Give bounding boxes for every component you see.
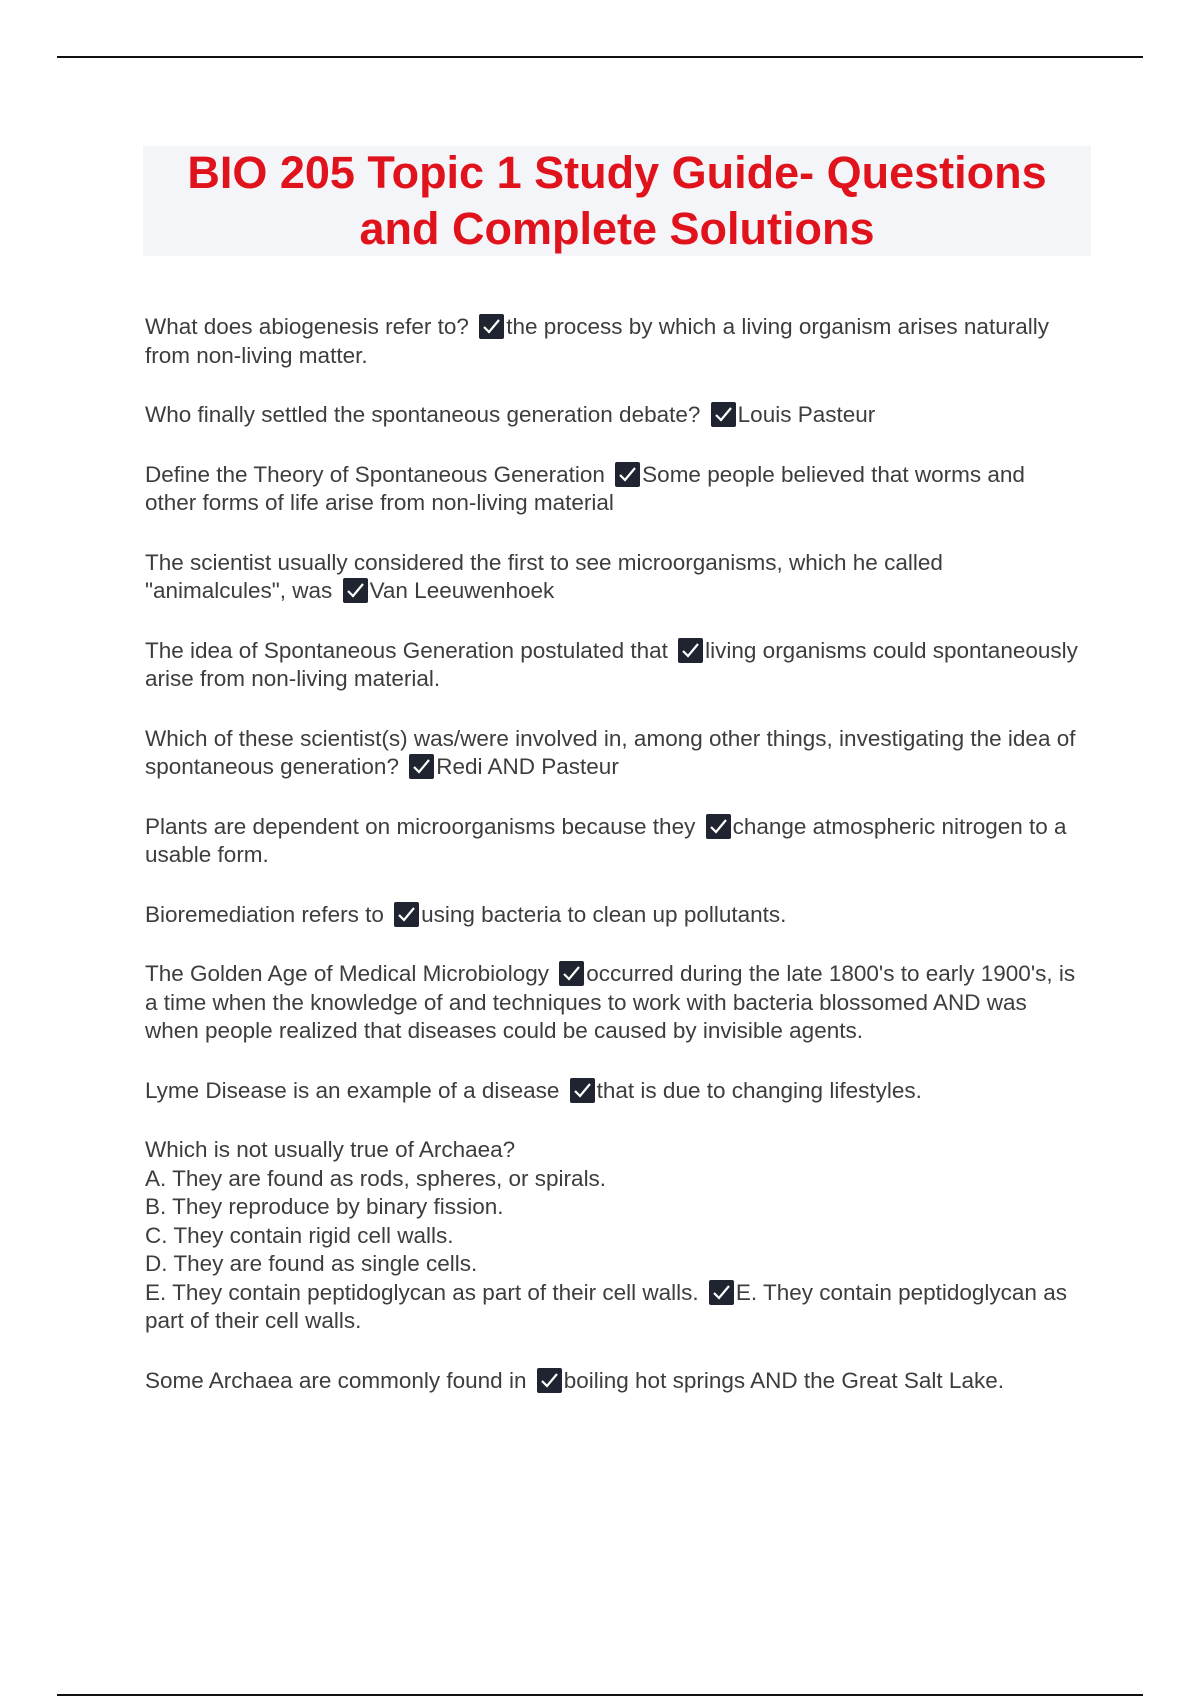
title-line-2: and Complete Solutions xyxy=(359,203,875,254)
qa-item xyxy=(145,813,1080,870)
title-banner xyxy=(143,146,1091,256)
qa-item xyxy=(145,313,1080,370)
question-text: The idea of Spontaneous Generation postulated that xyxy=(145,637,668,663)
question-text: The scientist usually considered the first to see microorganisms, which he called "animalcules", was xyxy=(145,549,943,603)
question-text: Which of these scientist(s) was/were involved in, among other things, investigating the idea of spontaneous generation? xyxy=(145,725,1076,779)
question-text: Some Archaea are commonly found in xyxy=(145,1367,527,1393)
qa-item-archaea xyxy=(145,1136,1080,1336)
page-title xyxy=(187,145,1046,257)
question-text: Define the Theory of Spontaneous Generation xyxy=(145,461,605,487)
option-a: A. They are found as rods, spheres, or spirals. xyxy=(145,1165,607,1191)
question-text: The Golden Age of Medical Microbiology xyxy=(145,961,549,986)
title-line-1: BIO 205 Topic 1 Study Guide- Questions xyxy=(187,147,1047,198)
question-text: Plants are dependent on microorganisms because they xyxy=(145,813,696,839)
answer-text: the process by which a living organism arises naturally from non-living matter. xyxy=(145,314,1049,368)
top-rule xyxy=(57,56,1143,58)
checkmark-icon xyxy=(343,578,368,603)
qa-item xyxy=(145,401,1080,430)
answer-text: change atmospheric nitrogen to a usable form. xyxy=(145,813,1067,867)
qa-item xyxy=(145,637,1080,694)
answer-text: E. They contain peptidoglycan as part of their cell walls. xyxy=(145,1279,1067,1333)
answer-text: Some people believed that worms and other forms of life arise from non-living material xyxy=(145,461,1025,515)
question-text: Which is not usually true of Archaea? xyxy=(145,1137,516,1162)
answer-text: Louis Pasteur xyxy=(737,402,876,427)
answer-text: occurred during the late 1800's to early 1900's, is a time when the knowledge of and techniques to work with bacteria blossomed AND was when people realized that diseases could be caused by invisible agents. xyxy=(145,961,1076,1043)
question-text: Who finally settled the spontaneous generation debate? xyxy=(145,402,701,427)
checkmark-icon xyxy=(559,961,584,986)
answer-text: Redi AND Pasteur xyxy=(436,754,619,779)
qa-item xyxy=(145,1077,1080,1106)
checkmark-icon xyxy=(394,902,419,927)
qa-list xyxy=(145,313,1080,1426)
checkmark-icon xyxy=(570,1078,595,1103)
question-text: Lyme Disease is an example of a disease xyxy=(145,1077,560,1103)
question-text: Bioremediation refers to xyxy=(145,901,384,927)
checkmark-icon xyxy=(709,1280,734,1305)
qa-item xyxy=(145,725,1080,782)
answer-text: living organisms could spontaneously arise from non-living material. xyxy=(145,637,1078,691)
answer-text: using bacteria to clean up pollutants. xyxy=(421,901,787,927)
checkmark-icon xyxy=(479,314,504,339)
qa-item xyxy=(145,960,1080,1046)
qa-item xyxy=(145,461,1080,518)
checkmark-icon xyxy=(711,402,736,427)
checkmark-icon xyxy=(706,814,731,839)
answer-text: boiling hot springs AND the Great Salt Lake. xyxy=(563,1367,1004,1393)
qa-item xyxy=(145,1367,1080,1396)
checkmark-icon xyxy=(537,1368,562,1393)
qa-item xyxy=(145,901,1080,930)
option-e: E. They contain peptidoglycan as part of their cell walls. xyxy=(145,1279,699,1305)
answer-text: Van Leeuwenhoek xyxy=(369,578,555,603)
qa-item xyxy=(145,549,1080,606)
checkmark-icon xyxy=(409,754,434,779)
checkmark-icon xyxy=(615,462,640,487)
question-text: What does abiogenesis refer to? xyxy=(145,314,469,339)
option-c: C. They contain rigid cell walls. xyxy=(145,1222,454,1248)
checkmark-icon xyxy=(678,638,703,663)
option-b: B. They reproduce by binary fission. xyxy=(145,1194,504,1219)
bottom-rule xyxy=(57,1694,1143,1696)
option-d: D. They are found as single cells. xyxy=(145,1251,478,1276)
answer-text: that is due to changing lifestyles. xyxy=(596,1077,922,1103)
